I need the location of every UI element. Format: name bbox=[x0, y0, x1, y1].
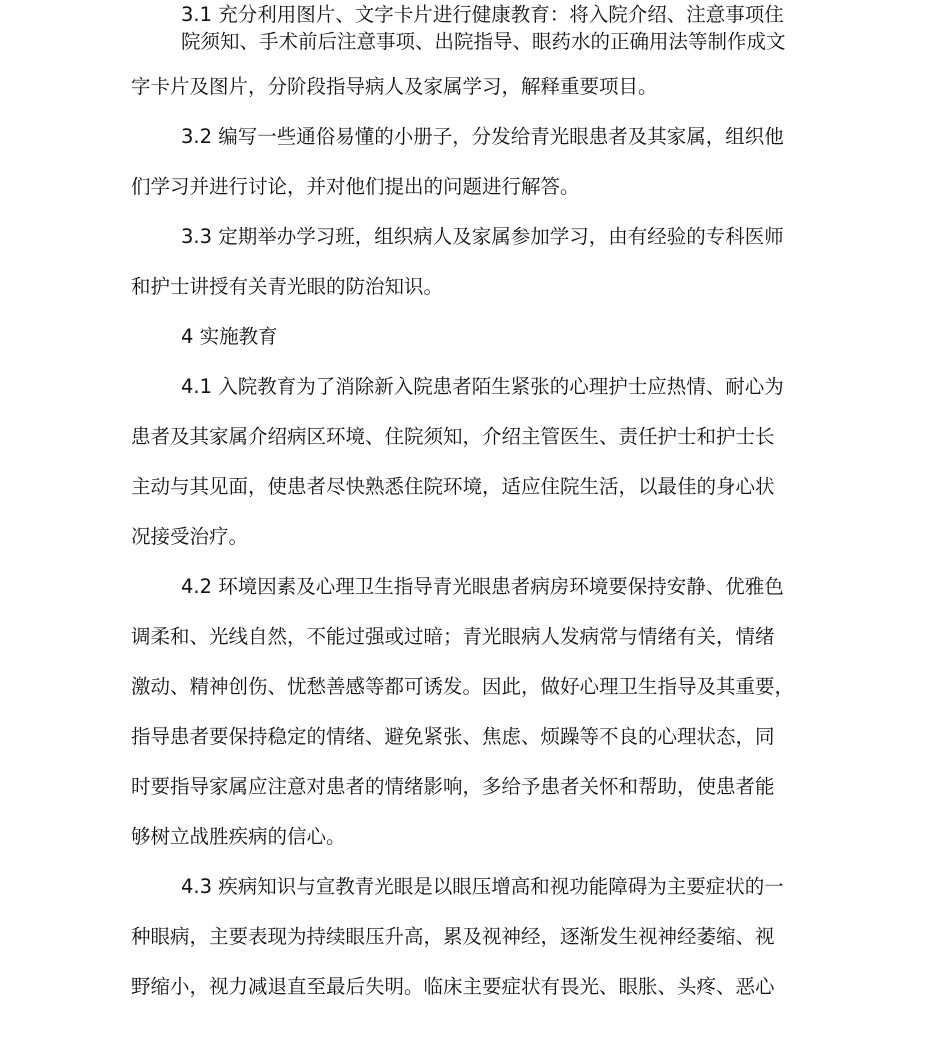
paragraph-4-3-line-2: 种眼病，主要表现为持续眼压升高，累及视神经，逐渐发生视神经萎缩、视 bbox=[131, 925, 775, 948]
paragraph-4-2-line-4: 指导患者要保持稳定的情绪、避免紧张、焦虑、烦躁等不良的心理状态，同 bbox=[131, 725, 775, 748]
paragraph-4-2-line-2: 调柔和、光线自然，不能过强或过暗；青光眼病人发病常与情绪有关，情绪 bbox=[131, 625, 775, 648]
paragraph-3-2-line-2: 们学习并进行讨论，并对他们提出的问题进行解答。 bbox=[131, 175, 580, 198]
paragraph-4-3-line-3: 野缩小，视力减退直至最后失明。临床主要症状有畏光、眼胀、头疼、恶心 bbox=[131, 975, 775, 998]
paragraph-3-2-line-1: 3.2 编写一些通俗易懂的小册子，分发给青光眼患者及其家属，组织他 bbox=[181, 125, 784, 148]
paragraph-4-2-line-3: 激动、精神创伤、忧愁善感等都可诱发。因此，做好心理卫生指导及其重要， bbox=[131, 675, 795, 698]
paragraph-4-2-line-5: 时要指导家属应注意对患者的情绪影响，多给予患者关怀和帮助，使患者能 bbox=[131, 775, 775, 798]
paragraph-3-3-line-2: 和护士讲授有关青光眼的防治知识。 bbox=[131, 275, 444, 298]
paragraph-3-3-line-1: 3.3 定期举办学习班，组织病人及家属参加学习，由有经验的专科医师 bbox=[181, 225, 784, 248]
paragraph-3-1-line-3: 字卡片及图片，分阶段指导病人及家属学习，解释重要项目。 bbox=[131, 75, 658, 98]
paragraph-3-1-line-2: 院须知、手术前后注意事项、出院指导、眼药水的正确用法等制作成文 bbox=[181, 30, 786, 53]
paragraph-4-1-line-4: 况接受治疗。 bbox=[131, 525, 249, 548]
section-heading-4: 4 实施教育 bbox=[181, 325, 278, 348]
paragraph-4-3-line-1: 4.3 疾病知识与宣教青光眼是以眼压增高和视功能障碍为主要症状的一 bbox=[181, 875, 784, 898]
paragraph-4-1-line-3: 主动与其见面，使患者尽快熟悉住院环境，适应住院生活，以最佳的身心状 bbox=[131, 475, 775, 498]
paragraph-3-1-line-1: 3.1 充分利用图片、文字卡片进行健康教育：将入院介绍、注意事项住 bbox=[181, 3, 784, 26]
paragraph-4-1-line-2: 患者及其家属介绍病区环境、住院须知，介绍主管医生、责任护士和护士长 bbox=[131, 425, 775, 448]
paragraph-4-2-line-1: 4.2 环境因素及心理卫生指导青光眼患者病房环境要保持安静、优雅色 bbox=[181, 575, 784, 598]
paragraph-4-2-line-6: 够树立战胜疾病的信心。 bbox=[131, 825, 346, 848]
paragraph-4-1-line-1: 4.1 入院教育为了消除新入院患者陌生紧张的心理护士应热情、耐心为 bbox=[181, 375, 784, 398]
